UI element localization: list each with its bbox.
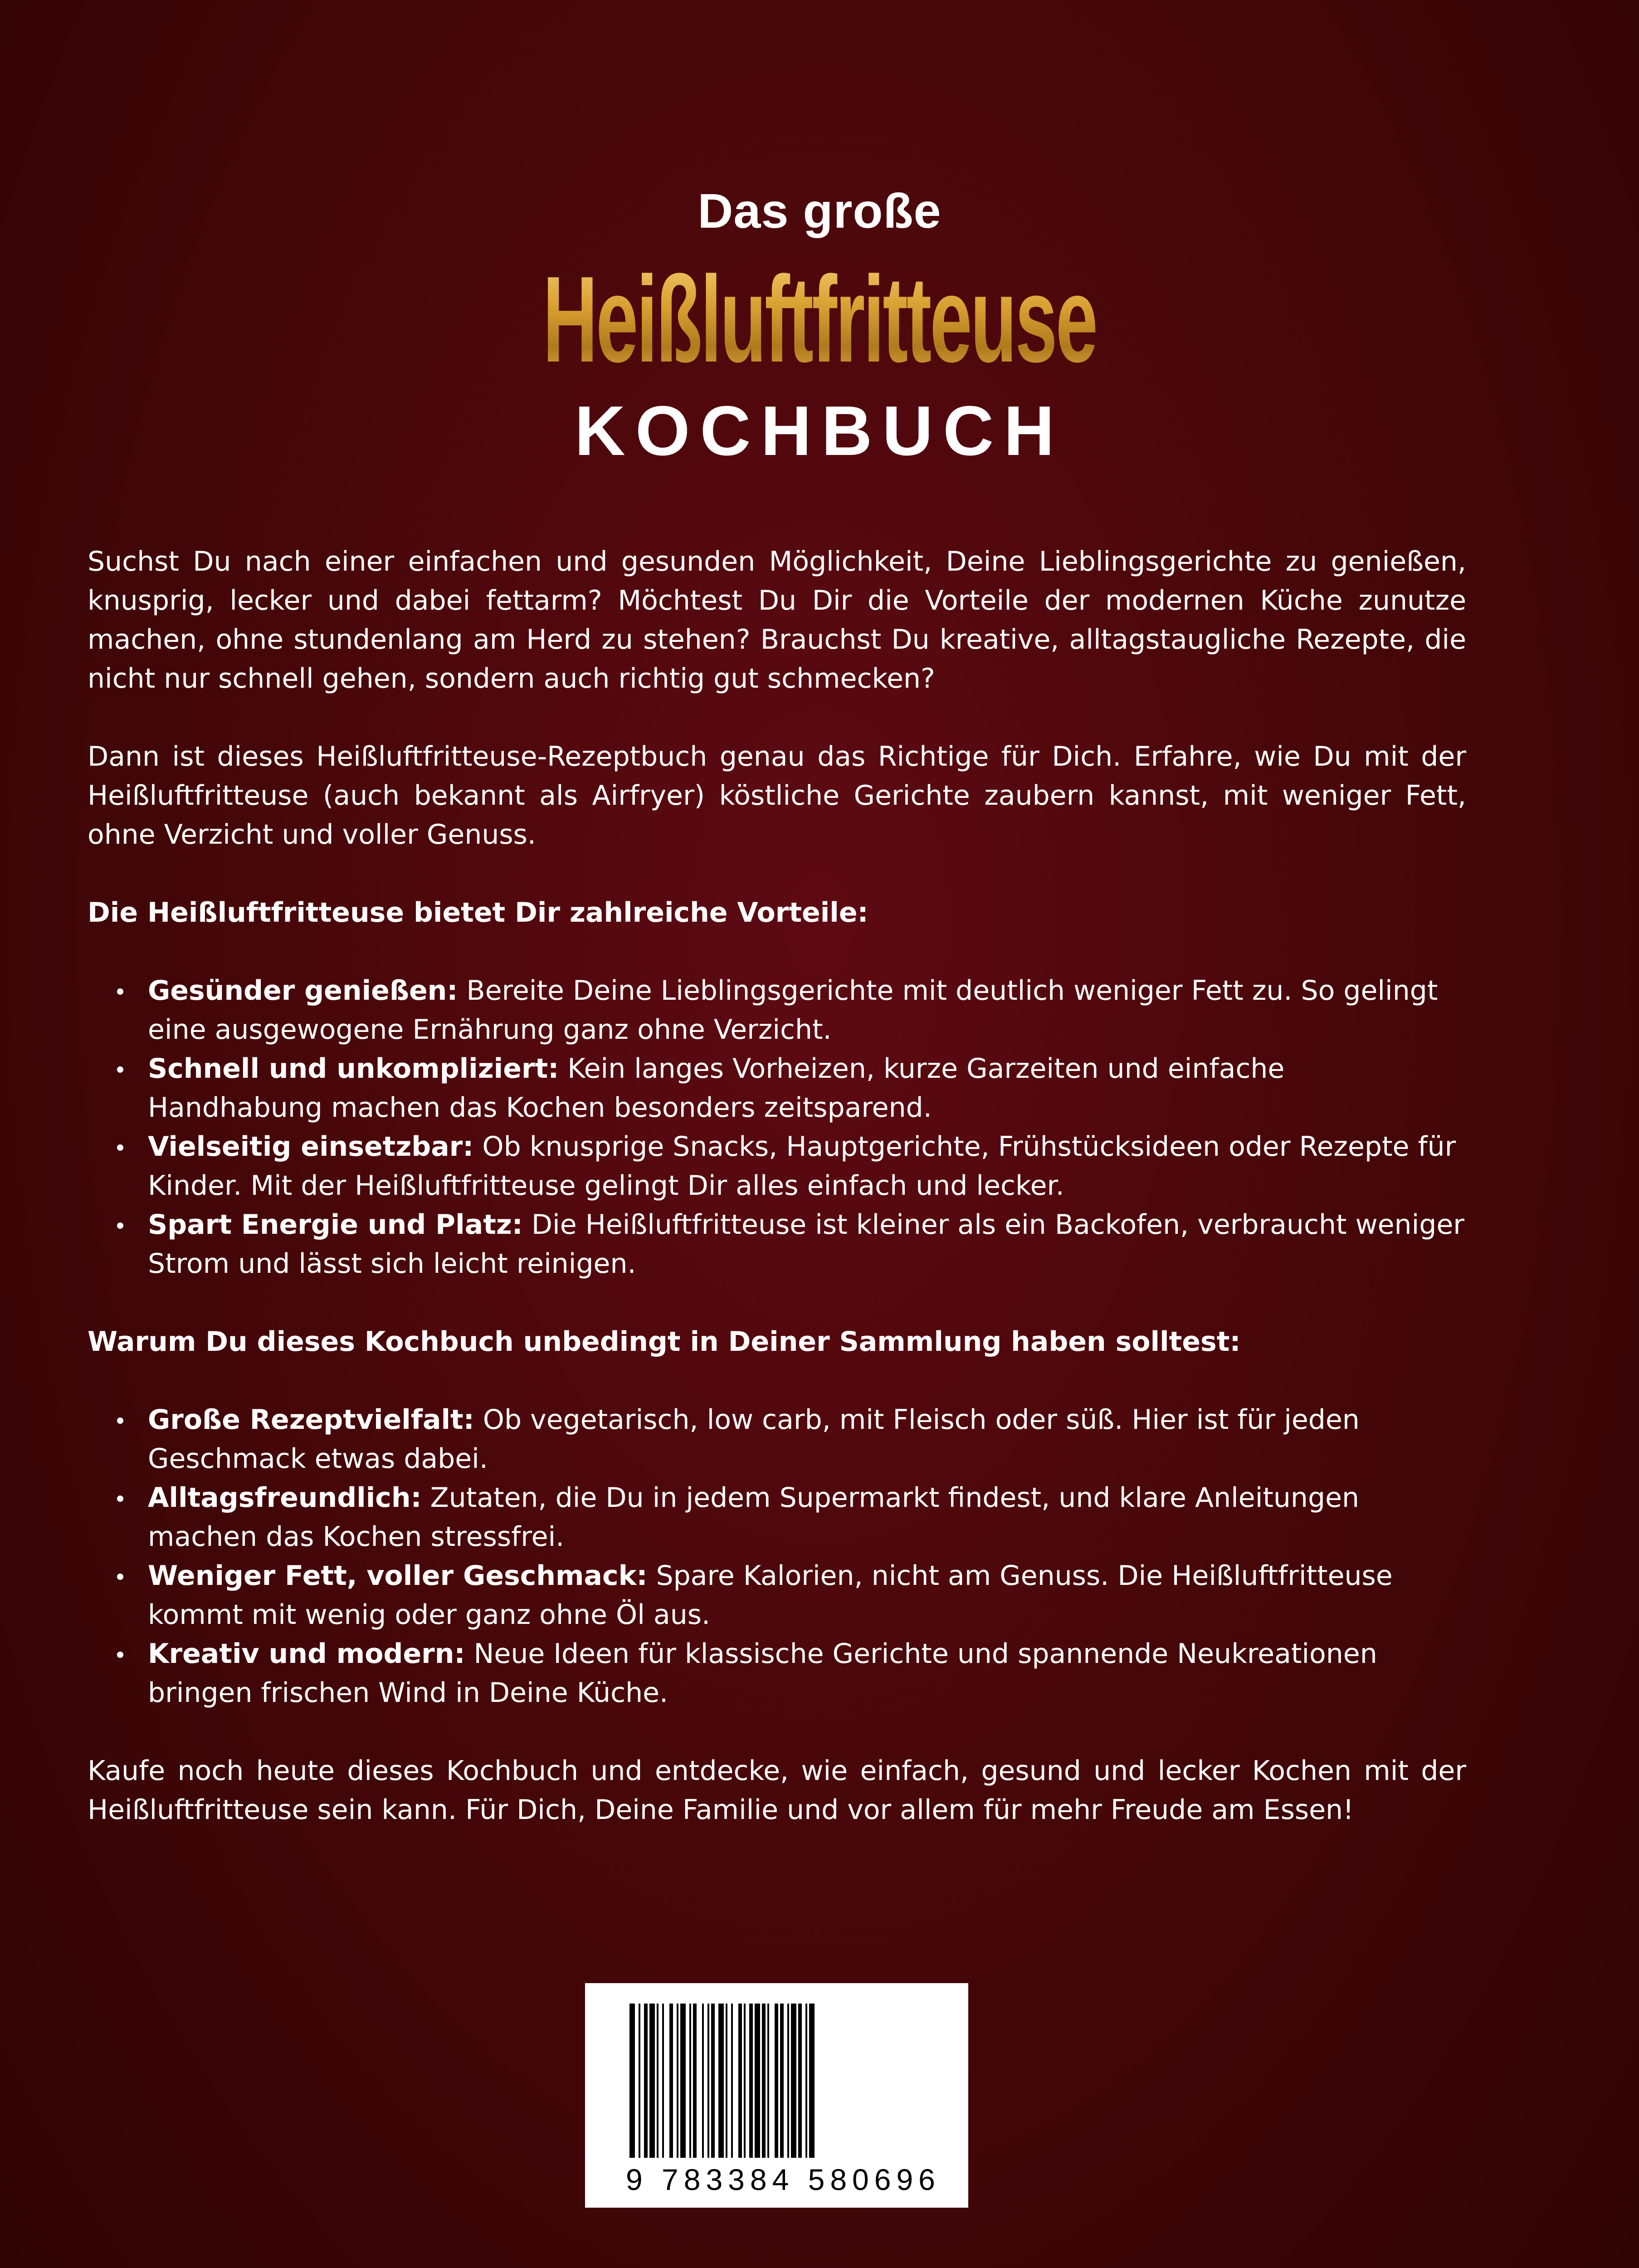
list-item-text: Neue Ideen für klassische Gerichte und spannende Neukreationen bringen frischen Wind in Deine Küche. (148, 1638, 1377, 1709)
list-item (148, 1634, 1466, 1712)
list-item-text: Ob vegetarisch, low carb, mit Fleisch oder süß. Hier ist für jeden Geschmack etwas dabei. (148, 1404, 1360, 1475)
barcode-bar (677, 2004, 678, 2158)
list-item (148, 1205, 1466, 1283)
list-item (148, 1049, 1466, 1127)
barcode-bar (762, 2004, 766, 2158)
list-item-text: Zutaten, die Du in jedem Supermarkt findest, und klare Anleitungen machen das Kochen stressfrei. (148, 1482, 1359, 1553)
barcode-bar (738, 2004, 742, 2158)
back-cover-text (88, 542, 1466, 1868)
barcode-bar (669, 2004, 673, 2158)
barcode-bar (649, 2004, 655, 2158)
barcode-bar (711, 2004, 715, 2158)
barcode-bar (775, 2004, 778, 2158)
list-item (148, 971, 1466, 1049)
book-title (0, 179, 1639, 474)
list-item-text: Die Heißluftfritteuse ist kleiner als ein Backofen, verbraucht weniger Strom und lässt sich leicht reinigen. (148, 1209, 1464, 1280)
barcode-bar (731, 2004, 733, 2158)
barcode-bar (657, 2004, 659, 2158)
list-item-text: Kein langes Vorheizen, kurze Garzeiten und einfache Handhabung machen das Kochen besonders zeitsparend. (148, 1053, 1285, 1124)
list-item-title: Vielseitig einsetzbar: (148, 1131, 474, 1163)
list-item-title: Kreativ und modern: (148, 1638, 465, 1670)
barcode-bar (767, 2004, 769, 2158)
barcode-bar (718, 2004, 724, 2158)
list-item (148, 1556, 1466, 1634)
list-item-text: Bereite Deine Lieblingsgerichte mit deutlich weniger Fett zu. So gelingt eine ausgewogene Ernährung ganz ohne Verzicht. (148, 975, 1438, 1046)
list-item (148, 1127, 1466, 1205)
section-1-heading: Die Heißluftfritteuse bietet Dir zahlreiche Vorteile: (88, 897, 868, 929)
list-item-text: Spare Kalorien, nicht am Genuss. Die Heißluftfritteuse kommt mit wenig oder ganz ohne Öl aus. (148, 1560, 1393, 1631)
barcode-bar (787, 2004, 789, 2158)
barcode-bar (726, 2004, 727, 2158)
barcode-bar (662, 2004, 664, 2158)
barcode-bars (617, 2004, 934, 2162)
barcode-bar (629, 2004, 635, 2158)
barcode-bar (644, 2004, 648, 2158)
outro-paragraph: Kaufe noch heute dieses Kochbuch und entdecke, wie einfach, gesund und lecker Kochen mit der Heißluftfritteuse sein kann. Für Dich, Deine Familie und vor allem für mehr Freude am Essen! (88, 1755, 1466, 1826)
barcode-bar (749, 2004, 753, 2158)
barcode-bar (798, 2004, 802, 2158)
list-item (148, 1400, 1466, 1478)
isbn-number: 9 783384 580696 (626, 2163, 941, 2196)
list-item-text: Ob knusprige Snacks, Hauptgerichte, Frühstücksideen oder Rezepte für Kinder. Mit der Heißluftfritteuse gelingt Dir alles einfach und lecker. (148, 1131, 1456, 1202)
list-item-title: Schnell und unkompliziert: (148, 1053, 559, 1085)
list-item-title: Große Rezeptvielfalt: (148, 1404, 474, 1436)
barcode-bar (809, 2004, 815, 2158)
intro-paragraph-1: Suchst Du nach einer einfachen und gesunden Möglichkeit, Deine Lieblingsgerichte zu genießen, knusprig, lecker und dabei fettarm? Möchtest Du Dir die Vorteile der modernen Küche zunutze machen, ohne stundenlang am Herd zu stehen? Brauchst Du kreative, alltagstaugliche Rezepte, die nicht nur schnell gehen, sondern auch richtig gut schmecken? (88, 546, 1466, 694)
section-1-list (88, 971, 1466, 1283)
intro-paragraph-2: Dann ist dieses Heißluftfritteuse-Rezeptbuch genau das Richtige für Dich. Erfahre, wie Du mit der Heißluftfritteuse (auch bekannt als Airfryer) köstliche Gerichte zaubern kannst, mit weniger Fett, ohne Verzicht und voller Genuss. (88, 741, 1466, 850)
isbn-barcode (585, 1983, 968, 2208)
list-item (148, 1478, 1466, 1556)
list-item-title: Weniger Fett, voller Geschmack: (148, 1560, 648, 1592)
title-top-line: Das große (698, 183, 941, 238)
section-2-list (88, 1400, 1466, 1712)
barcode-bar (707, 2004, 709, 2158)
section-2-heading: Warum Du dieses Kochbuch unbedingt in Deiner Sammlung haben solltest: (88, 1326, 1241, 1358)
barcode-bar (693, 2004, 697, 2158)
barcode-bar (639, 2004, 640, 2158)
title-main-word: Heißluftfritteuse (542, 251, 1097, 388)
barcode-bar (805, 2004, 807, 2158)
barcode-bar (780, 2004, 784, 2158)
title-kochbuch: KOCHBUCH (574, 391, 1065, 470)
list-item-title: Spart Energie und Platz: (148, 1209, 523, 1241)
barcode-bar (755, 2004, 760, 2158)
barcode-bar (680, 2004, 686, 2158)
list-item-title: Gesünder genießen: (148, 975, 458, 1007)
barcode-bar (791, 2004, 796, 2158)
barcode-bar (702, 2004, 704, 2158)
barcode-bar (744, 2004, 746, 2158)
list-item-title: Alltagsfreundlich: (148, 1482, 422, 1514)
barcode-bar (689, 2004, 691, 2158)
